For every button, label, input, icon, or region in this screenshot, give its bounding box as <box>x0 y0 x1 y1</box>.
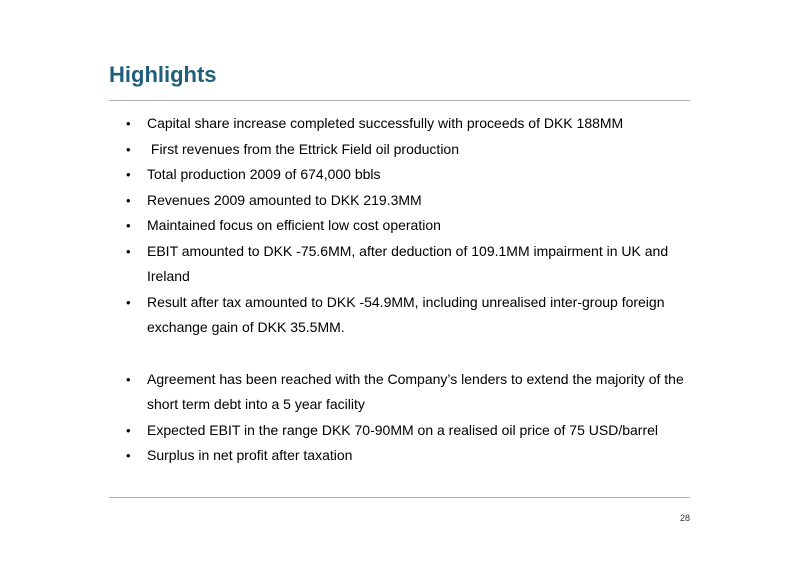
bullet-icon: • <box>126 141 131 157</box>
bottom-divider <box>109 497 690 498</box>
list-item <box>109 290 714 341</box>
list-item <box>109 367 714 418</box>
highlights-list <box>109 111 714 469</box>
list-item <box>109 137 714 163</box>
top-divider <box>109 100 690 101</box>
list-item <box>109 162 714 188</box>
bullet-icon: • <box>126 192 131 208</box>
list-item <box>109 418 714 444</box>
list-item <box>109 213 714 239</box>
bullet-icon: • <box>126 448 131 463</box>
list-item <box>109 239 714 290</box>
bullet-icon: • <box>126 167 131 182</box>
bullet-icon: • <box>126 218 131 233</box>
bullet-text: EBIT amounted to DKK -75.6MM, after deduction of 109.1MM impairment in UK and Ireland <box>147 242 669 284</box>
bullet-icon: • <box>126 422 131 438</box>
page-number: 28 <box>679 513 690 523</box>
bullet-text: Total production 2009 of 674,000 bbls <box>147 166 381 182</box>
bullet-text: Surplus in net profit after taxation <box>147 447 353 463</box>
list-item <box>109 188 714 214</box>
bullet-text: Revenues 2009 amounted to DKK 219.3MM <box>147 191 422 208</box>
bullet-text: Maintained focus on efficient low cost operation <box>147 217 441 233</box>
bullet-text: Result after tax amounted to DKK -54.9MM, including unrealised inter-group foreign exchange gain of DKK 35.5MM. <box>147 293 665 335</box>
bullet-icon: • <box>126 116 131 131</box>
bullet-icon: • <box>126 294 131 310</box>
slide-title: Highlights <box>109 62 217 87</box>
bullet-icon: • <box>126 371 131 387</box>
list-item <box>109 111 714 137</box>
bullet-text: Agreement has been reached with the Company’s lenders to extend the majority of the short term debt into a 5 year facility <box>147 370 684 412</box>
bullet-icon: • <box>126 243 131 259</box>
bullet-text: First revenues from the Ettrick Field oil production <box>147 140 460 157</box>
list-item <box>109 443 714 469</box>
bullet-text: Expected EBIT in the range DKK 70-90MM on a realised oil price of 75 USD/barrel <box>147 421 658 438</box>
bullet-text: Capital share increase completed successfully with proceeds of DKK 188MM <box>147 115 624 131</box>
